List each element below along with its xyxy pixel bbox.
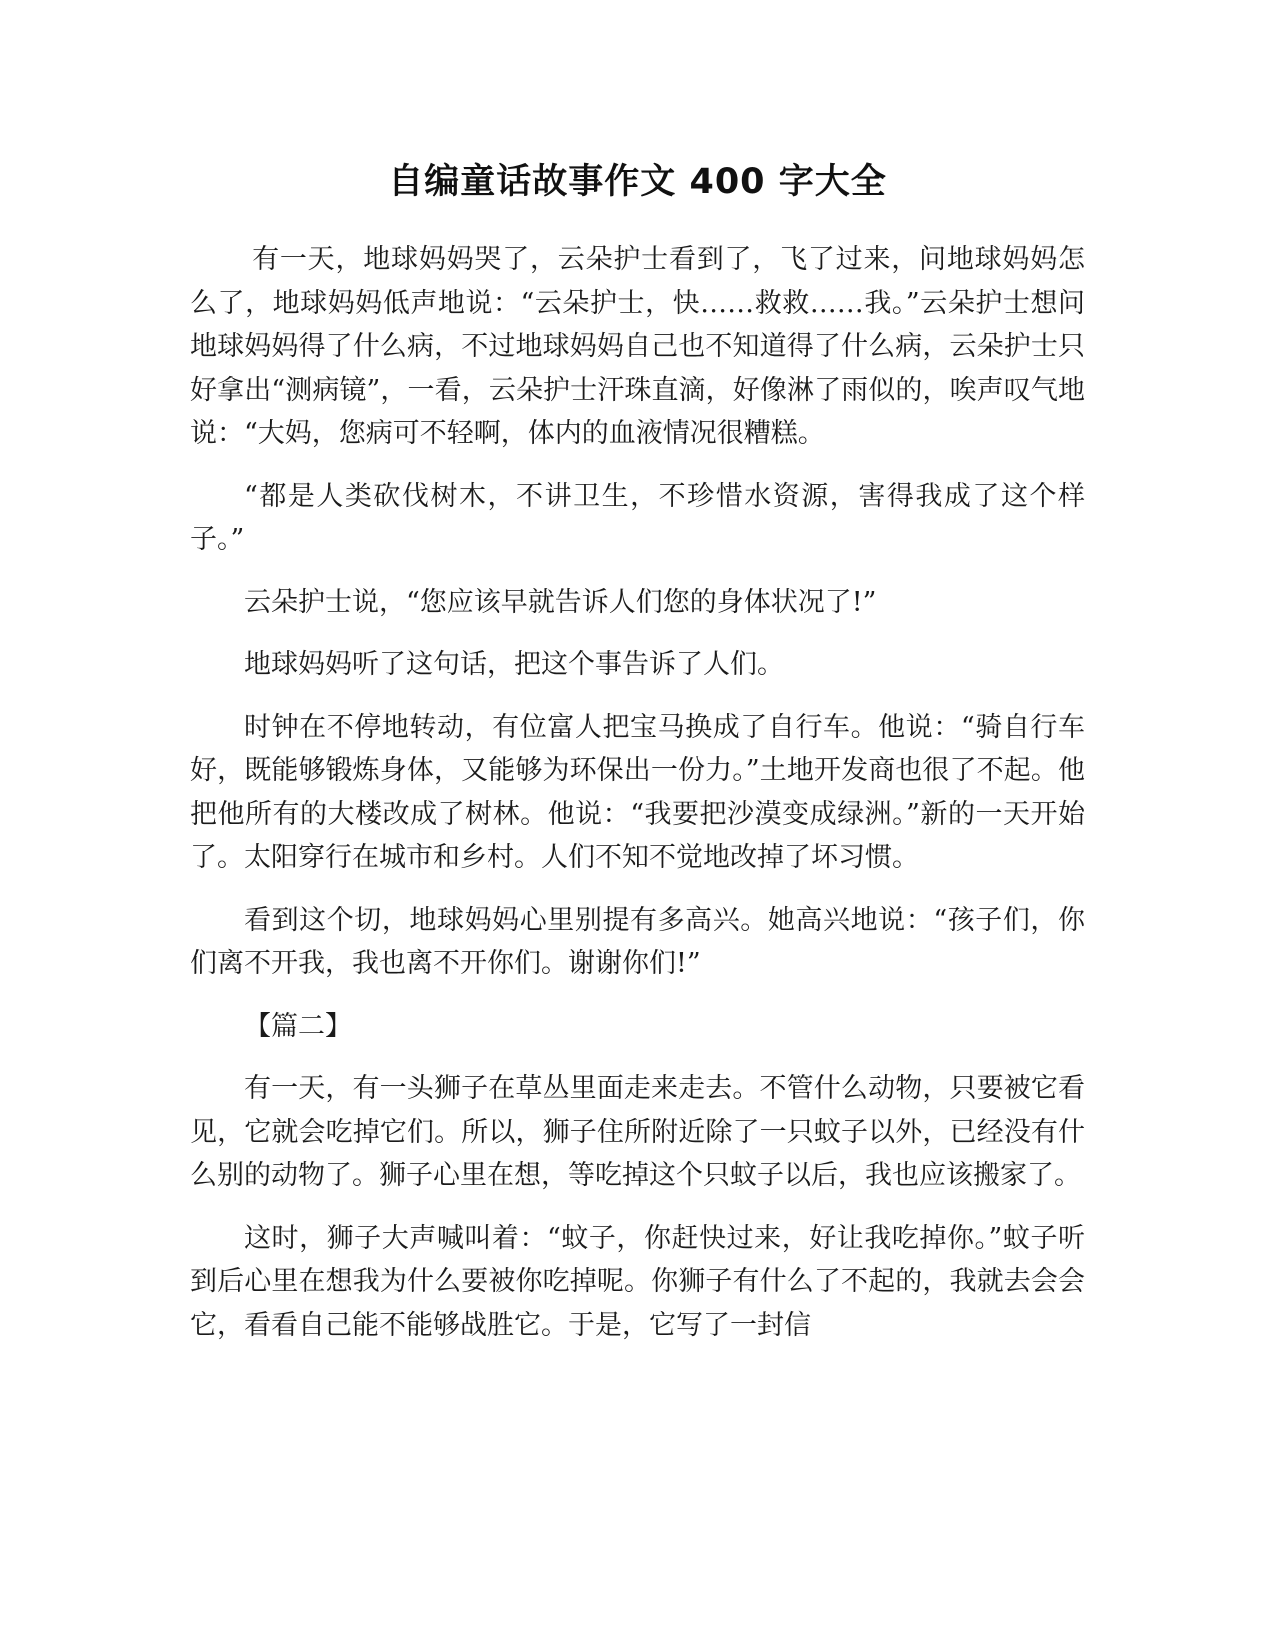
paragraph-2: “都是人类砍伐树木，不讲卫生，不珍惜水资源，害得我成了这个样子。” [190, 480, 1085, 555]
paragraph-8: 这时，狮子大声喊叫着：“蚊子，你赶快过来，好让我吃掉你。”蚊子听到后心里在想我为什么要被你吃掉呢。你狮子有什么了不起的，我就去会会它，看看自己能不能够战胜它。于是，它写了一封信 [190, 1222, 1085, 1341]
paragraph-3: 云朵护士说，“您应该早就告诉人们您的身体状况了!” [244, 586, 877, 618]
paragraph-5: 时钟在不停地转动，有位富人把宝马换成了自行车。他说：“骑自行车好，既能够锻炼身体，又能够为环保出一份力。”土地开发商也很了不起。他把他所有的大楼改成了树林。他说：“我要把沙漠变成绿洲。”新的一天开始了。太阳穿行在城市和乡村。人们不知不觉地改掉了坏习惯。 [190, 711, 1085, 873]
paragraph-4: 地球妈妈听了这句话，把这个事告诉了人们。 [244, 649, 784, 680]
paragraph-6: 看到这个切，地球妈妈心里别提有多高兴。她高兴地说：“孩子们，你们离不开我，我也离不开你们。谢谢你们!” [190, 904, 1085, 979]
paragraph-1: 有一天，地球妈妈哭了，云朵护士看到了，飞了过来，问地球妈妈怎么了，地球妈妈低声地说：“云朵护士，快……救救……我。”云朵护士想问地球妈妈得了什么病，不过地球妈妈自己也不知道得了什么病，云朵护士只好拿出“测病镜”，一看，云朵护士汗珠直滴，好像淋了雨似的，唉声叹气地说：“大妈，您病可不轻啊，体内的血液情况很糟糕。 [190, 244, 1085, 449]
section-heading-part-two: 【篇二】 [244, 1010, 352, 1042]
document-body [190, 238, 1085, 1366]
paragraph-7: 有一天，有一头狮子在草丛里面走来走去。不管什么动物，只要被它看见，它就会吃掉它们。所以，狮子住所附近除了一只蚊子以外，已经没有什么别的动物了。狮子心里在想，等吃掉这个只蚊子以后，我也应该搬家了。 [190, 1073, 1085, 1191]
document-title: 自编童话故事作文 400 字大全 [388, 162, 887, 202]
